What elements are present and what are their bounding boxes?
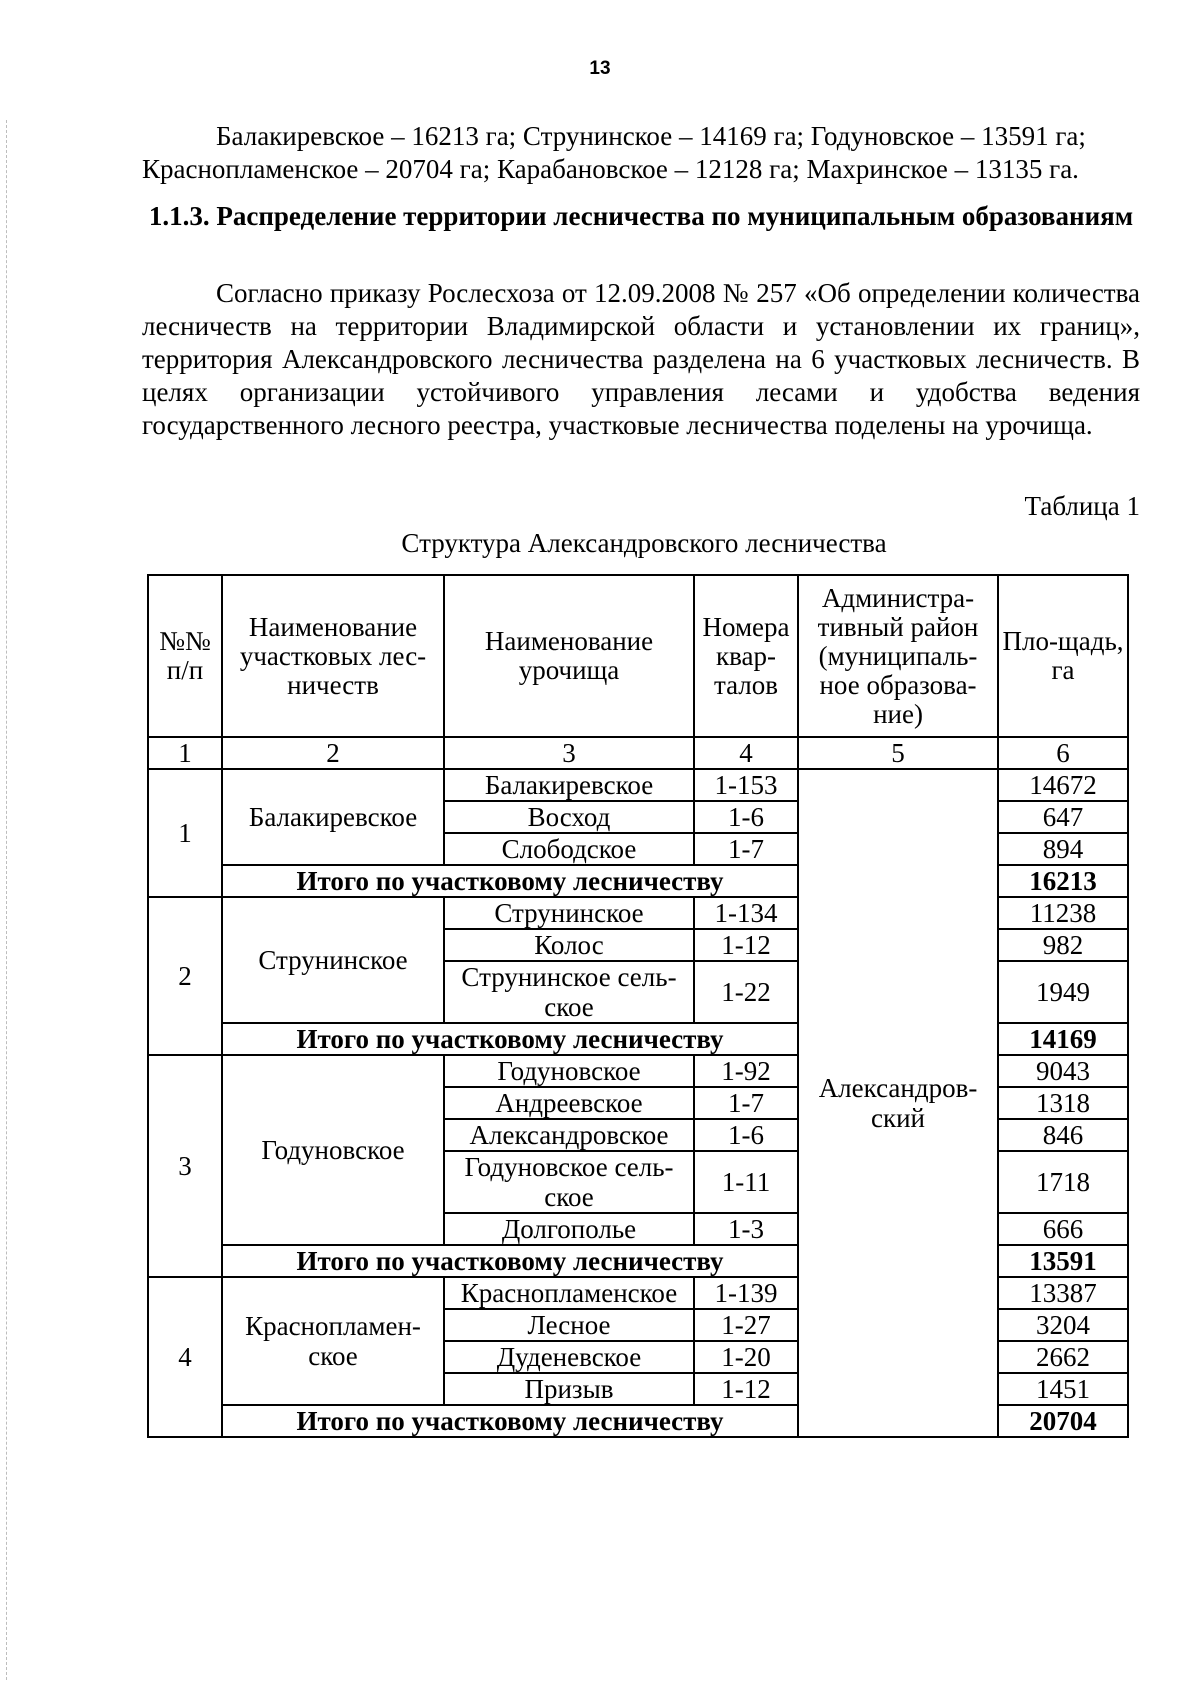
group-number: 2 (148, 897, 222, 1055)
section-heading: 1.1.3. Распределение территории лесничества по муниципальным образованиям (148, 201, 1134, 231)
quarter-range: 1-134 (694, 897, 798, 929)
tract-area: 647 (998, 801, 1128, 833)
tract-name: Лесное (444, 1309, 694, 1341)
header-num: №№ п/п (148, 575, 222, 737)
tract-name: Годуновское (444, 1055, 694, 1087)
quarter-range: 1-7 (694, 833, 798, 865)
tract-area: 666 (998, 1213, 1128, 1245)
column-number: 4 (694, 737, 798, 769)
district-name: Балакиревское (222, 769, 444, 865)
tract-name: Струнинское сель-ское (444, 961, 694, 1023)
tract-name: Краснопламенское (444, 1277, 694, 1309)
quarter-range: 1-12 (694, 929, 798, 961)
intro-line-2: Краснопламенское – 20704 га; Карабановское – 12128 га; Махринское – 13135 га. (142, 154, 1079, 184)
tract-area: 846 (998, 1119, 1128, 1151)
tract-name: Андреевское (444, 1087, 694, 1119)
quarter-range: 1-22 (694, 961, 798, 1023)
tract-area: 1451 (998, 1373, 1128, 1405)
tract-name: Слободское (444, 833, 694, 865)
tract-area: 1318 (998, 1087, 1128, 1119)
intro-line-1: Балакиревское – 16213 га; Струнинское – 14169 га; Годуновское – 13591 га; (216, 121, 1086, 151)
quarter-range: 1-3 (694, 1213, 798, 1245)
district-total-label: Итого по участковому лесничеству (222, 1405, 798, 1437)
column-number: 1 (148, 737, 222, 769)
header-admin: Администра-тивный район (муниципаль-ное образова-ние) (798, 575, 998, 737)
quarter-range: 1-153 (694, 769, 798, 801)
group-number: 1 (148, 769, 222, 897)
quarter-range: 1-12 (694, 1373, 798, 1405)
district-total-label: Итого по участковому лесничеству (222, 865, 798, 897)
header-area: Пло-щадь, га (998, 575, 1128, 737)
district-total-area: 16213 (998, 865, 1128, 897)
page-number: 13 (589, 58, 611, 79)
tract-area: 894 (998, 833, 1128, 865)
quarter-range: 1-92 (694, 1055, 798, 1087)
tract-area: 2662 (998, 1341, 1128, 1373)
tract-name: Балакиревское (444, 769, 694, 801)
column-number: 5 (798, 737, 998, 769)
quarter-range: 1-6 (694, 801, 798, 833)
quarter-range: 1-27 (694, 1309, 798, 1341)
district-total-label: Итого по участковому лесничеству (222, 1245, 798, 1277)
header-district: Наименование участковых лес-ничеств (222, 575, 444, 737)
district-total-area: 20704 (998, 1405, 1128, 1437)
column-number: 2 (222, 737, 444, 769)
district-total-area: 14169 (998, 1023, 1128, 1055)
quarter-range: 1-139 (694, 1277, 798, 1309)
quarter-range: 1-6 (694, 1119, 798, 1151)
quarter-range: 1-11 (694, 1151, 798, 1213)
quarter-range: 1-20 (694, 1341, 798, 1373)
tract-name: Восход (444, 801, 694, 833)
header-quarters: Номера квар-талов (694, 575, 798, 737)
district-name: Краснопламен-ское (222, 1277, 444, 1405)
district-total-label: Итого по участковому лесничеству (222, 1023, 798, 1055)
tract-name: Дуденевское (444, 1341, 694, 1373)
tract-area: 9043 (998, 1055, 1128, 1087)
group-number: 3 (148, 1055, 222, 1277)
header-tract: Наименование урочища (444, 575, 694, 737)
tract-area: 14672 (998, 769, 1128, 801)
section-paragraph: Согласно приказу Рослесхоза от 12.09.2008 № 257 «Об определении количества лесничеств на территории Владимирской области и установлении их границ», территория Александровского лесничества разделена на 6 участковых лесничеств. В целях организации устойчивого управления лесами и удобства ведения государственного лесного реестра, участковые лесничества поделены на урочища. (142, 278, 1140, 440)
tract-name: Струнинское (444, 897, 694, 929)
forestry-structure-table (147, 574, 1129, 1438)
column-number: 3 (444, 737, 694, 769)
group-number: 4 (148, 1277, 222, 1437)
tract-area: 13387 (998, 1277, 1128, 1309)
scan-margin-marks (6, 120, 11, 1680)
district-total-area: 13591 (998, 1245, 1128, 1277)
tract-name: Колос (444, 929, 694, 961)
tract-area: 3204 (998, 1309, 1128, 1341)
quarter-range: 1-7 (694, 1087, 798, 1119)
tract-area: 11238 (998, 897, 1128, 929)
tract-area: 1718 (998, 1151, 1128, 1213)
tract-name: Годуновское сель-ское (444, 1151, 694, 1213)
table-label: Таблица 1 (1024, 491, 1140, 521)
intro-text (142, 120, 1140, 186)
tract-name: Долгополье (444, 1213, 694, 1245)
tract-name: Александровское (444, 1119, 694, 1151)
district-name: Струнинское (222, 897, 444, 1023)
tract-area: 1949 (998, 961, 1128, 1023)
tract-area: 982 (998, 929, 1128, 961)
table-caption: Структура Александровского лесничества (401, 528, 887, 558)
district-name: Годуновское (222, 1055, 444, 1245)
admin-district: Александров-ский (798, 769, 998, 1437)
tract-name: Призыв (444, 1373, 694, 1405)
column-number: 6 (998, 737, 1128, 769)
